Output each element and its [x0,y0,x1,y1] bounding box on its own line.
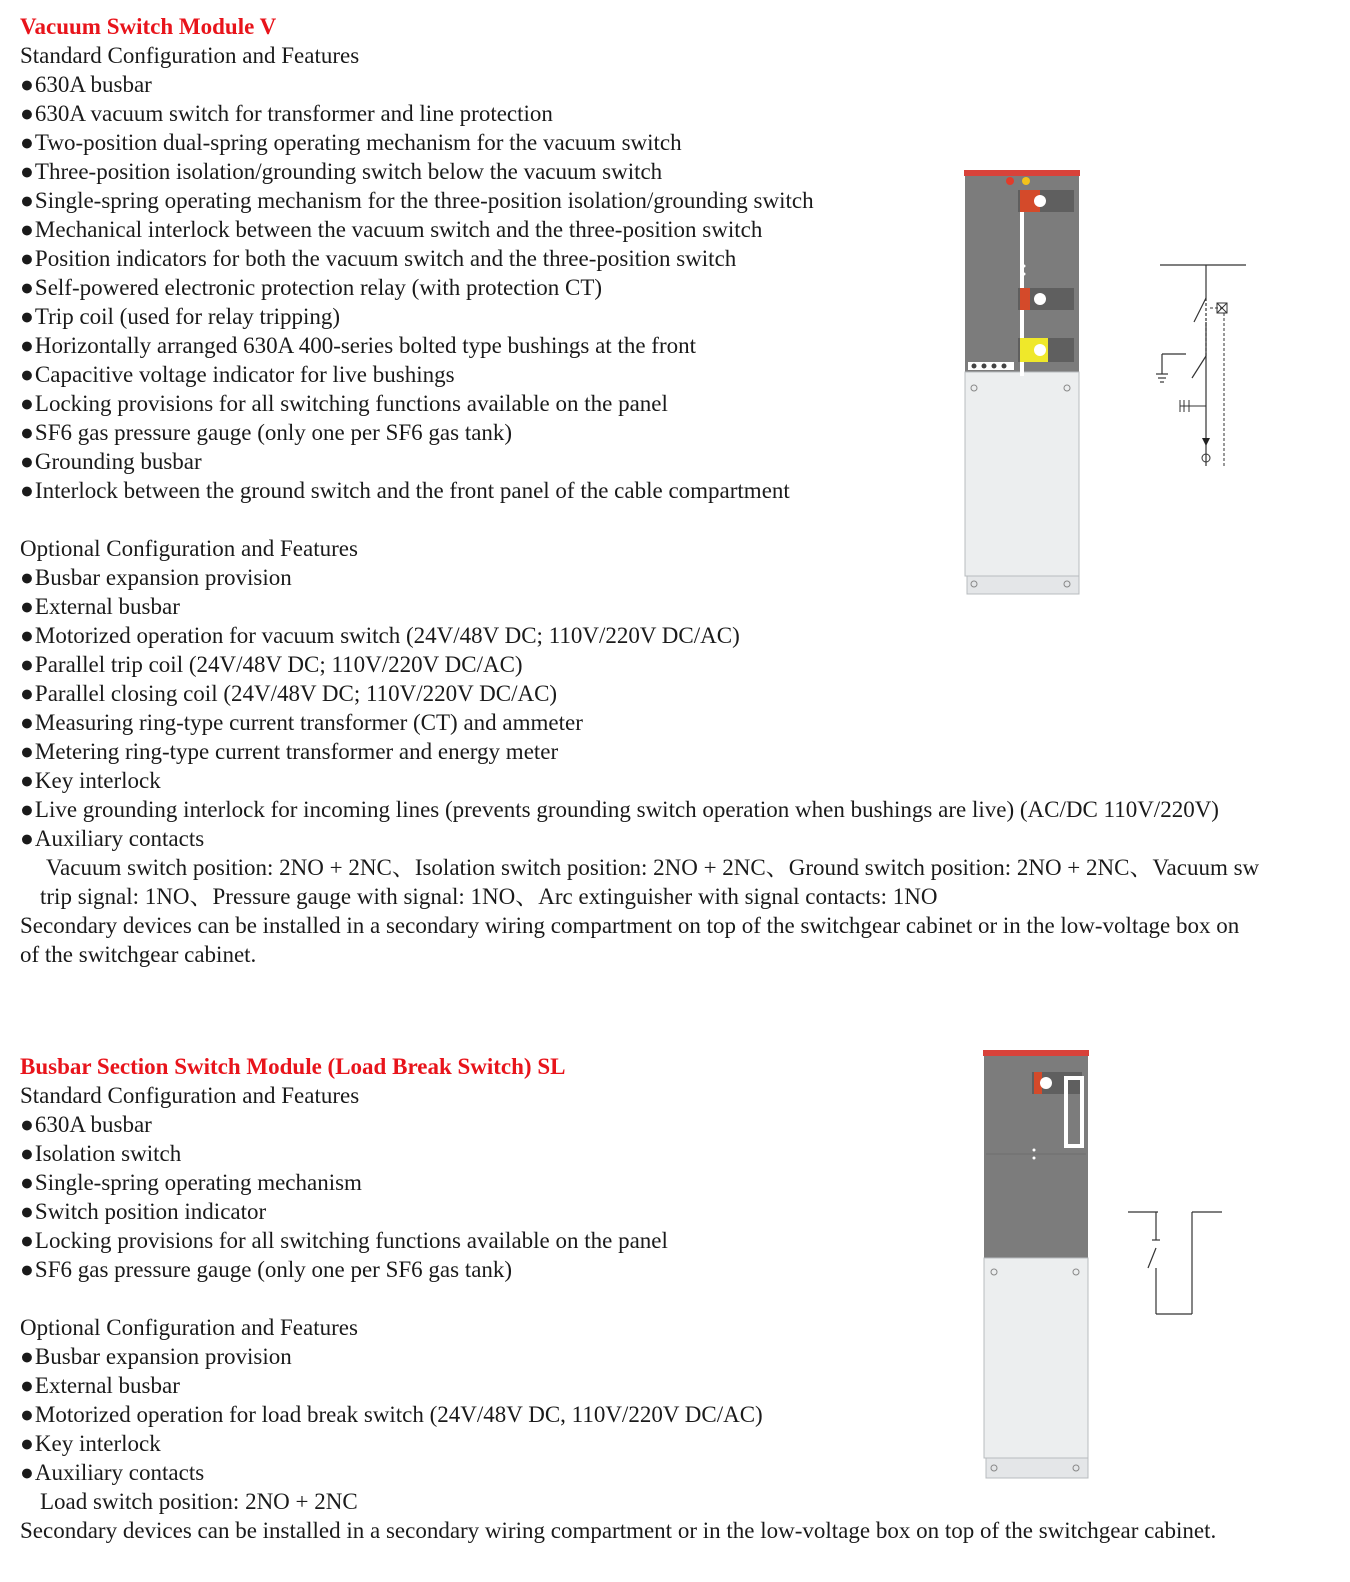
list-item: ● Locking provisions for all switching functions available on the panel [20,389,1340,418]
list-item: ● Single-spring operating mechanism for the three-position isolation/grounding switch [20,186,1340,215]
list-item: ● External busbar [20,592,1340,621]
list-item: ● Key interlock [20,766,1340,795]
aux-contacts-detail: Load switch position: 2NO + 2NC [40,1489,358,1514]
list-item: ● Auxiliary contacts [20,824,1340,853]
list-item: ● Mechanical interlock between the vacuum switch and the three-position switch [20,215,1340,244]
list-item: ● Key interlock [20,1429,1340,1458]
list-item: ● Isolation switch [20,1139,1340,1168]
list-item: ● 630A vacuum switch for transformer and line protection [20,99,1340,128]
list-item: ● Auxiliary contacts [20,1458,1340,1487]
standard-heading: Standard Configuration and Features [20,43,360,68]
list-item: ● Position indicators for both the vacuum switch and the three-position switch [20,244,1340,273]
standard-heading: Standard Configuration and Features [20,1083,360,1108]
optional-heading: Optional Configuration and Features [20,1315,358,1340]
standard-list [20,70,1340,505]
aux-contacts-detail-cont: trip signal: 1NO、Pressure gauge with signal: 1NO、Arc extinguisher with signal contacts: 1NO [40,884,938,909]
list-item: ● Measuring ring-type current transformer (CT) and ammeter [20,708,1340,737]
list-item: ● Two-position dual-spring operating mechanism for the vacuum switch [20,128,1340,157]
optional-heading: Optional Configuration and Features [20,536,358,561]
aux-contacts-detail: Vacuum switch position: 2NO + 2NC、Isolation switch position: 2NO + 2NC、Ground switch position: 2NO + 2NC、Vacuum sw [46,855,1260,880]
list-item: ● Switch position indicator [20,1197,1340,1226]
list-item: ● Parallel trip coil (24V/48V DC; 110V/220V DC/AC) [20,650,1340,679]
section-title: Busbar Section Switch Module (Load Break Switch) SL [20,1054,566,1079]
busbar-switch-schematic [1124,1204,1228,1320]
section-title: Vacuum Switch Module V [20,14,277,39]
list-item: ● Self-powered electronic protection relay (with protection CT) [20,273,1340,302]
busbar-cabinet-illustration [980,1046,1092,1482]
list-item: ● Live grounding interlock for incoming lines (prevents grounding switch operation when bushings are live) (AC/DC 110V/220V) [20,795,1340,824]
list-item: ● External busbar [20,1371,1340,1400]
list-item: ● Interlock between the ground switch and the front panel of the cable compartment [20,476,1340,505]
list-item: ● SF6 gas pressure gauge (only one per SF6 gas tank) [20,418,1340,447]
list-item: ● SF6 gas pressure gauge (only one per SF6 gas tank) [20,1255,1340,1284]
list-item: ● Single-spring operating mechanism [20,1168,1340,1197]
secondary-devices-note: Secondary devices can be installed in a secondary wiring compartment on top of the switchgear cabinet or in the low-voltage box on [20,913,1240,938]
list-item: ● 630A busbar [20,70,1340,99]
vacuum-cabinet-illustration [960,166,1085,598]
optional-list [20,563,1340,853]
list-item: ● Metering ring-type current transformer and energy meter [20,737,1340,766]
list-item: ● Trip coil (used for relay tripping) [20,302,1340,331]
secondary-devices-note-cont: of the switchgear cabinet. [20,942,257,967]
list-item: ● Motorized operation for vacuum switch (24V/48V DC; 110V/220V DC/AC) [20,621,1340,650]
list-item: ● Motorized operation for load break switch (24V/48V DC, 110V/220V DC/AC) [20,1400,1340,1429]
list-item: ● Busbar expansion provision [20,1342,1340,1371]
list-item: ● Grounding busbar [20,447,1340,476]
list-item: ● Busbar expansion provision [20,563,1340,592]
list-item: ● Locking provisions for all switching functions available on the panel [20,1226,1340,1255]
vacuum-switch-schematic [1150,258,1250,474]
secondary-devices-note: Secondary devices can be installed in a secondary wiring compartment or in the low-voltage box on top of the switchgear cabinet. [20,1518,1217,1543]
list-item: ● Capacitive voltage indicator for live bushings [20,360,1340,389]
list-item: ● Horizontally arranged 630A 400-series bolted type bushings at the front [20,331,1340,360]
optional-list [20,1342,1340,1487]
vacuum-switch-module-section [20,12,1340,969]
list-item: ● 630A busbar [20,1110,1340,1139]
list-item: ● Three-position isolation/grounding switch below the vacuum switch [20,157,1340,186]
list-item: ● Parallel closing coil (24V/48V DC; 110V/220V DC/AC) [20,679,1340,708]
